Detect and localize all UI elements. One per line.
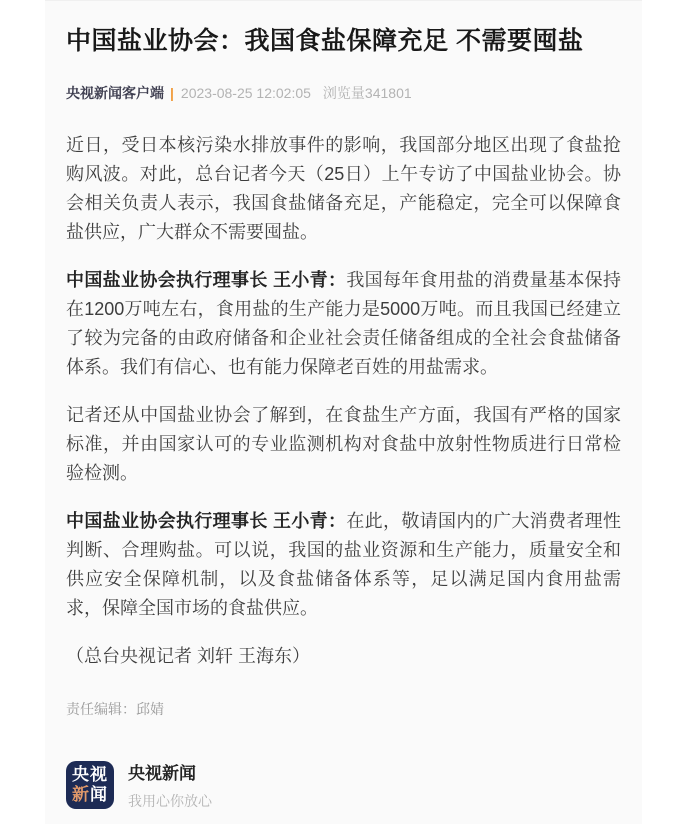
article-card — [45, 0, 642, 824]
paragraph-text: （总台央视记者 刘轩 王海东） — [66, 645, 311, 666]
logo-row1: 央视 — [72, 764, 108, 784]
page-title: 中国盐业协会：我国食盐保障充足 不需要囤盐 — [66, 27, 584, 55]
article-paragraph — [66, 401, 621, 488]
article-paragraph — [66, 131, 621, 247]
paragraph-text: 在此，敬请国内的广大消费者理性判断、合理购盐。可以说，我国的盐业资源和生产能力，质量安全和供应安全保障机制，以及食盐储备体系等，足以满足国内食用盐需求，保障全国市场的食盐供应。 — [66, 510, 622, 618]
logo-accent-char: 新 — [72, 784, 90, 804]
editor-credit: 责任编辑：邱婧 — [66, 700, 164, 717]
reporter-credit — [66, 642, 621, 671]
paragraph-lead: 中国盐业协会执行理事长 王小青： — [66, 510, 347, 531]
brand-name: 央视新闻 — [128, 763, 196, 783]
article-meta — [66, 83, 621, 103]
brand-tagline: 我用心你放心 — [128, 792, 212, 809]
paragraph-text: 我国每年食用盐的消费量基本保持在1200万吨左右，食用盐的生产能力是5000万吨。而且我国已经建立了较为完备的由政府储备和企业社会责任储备组成的全社会食盐储备体系。我们有信心、也有能力保障老百姓的用盐需求。 — [66, 269, 622, 377]
paragraph-lead: 中国盐业协会执行理事长 王小青： — [66, 269, 347, 290]
article-paragraph — [66, 507, 621, 623]
publish-datetime: 2023-08-25 12:02:05 — [180, 84, 311, 101]
view-count: 浏览量341801 — [322, 84, 412, 101]
paragraph-text: 近日，受日本核污染水排放事件的影响，我国部分地区出现了食盐抢购风波。对此，总台记者今天（25日）上午专访了中国盐业协会。协会相关负责人表示，我国食盐储备充足，产能稳定，完全可以保障食盐供应，广大群众不需要囤盐。 — [66, 134, 621, 242]
cctv-news-logo-icon — [66, 761, 114, 809]
paragraph-text: 记者还从中国盐业协会了解到，在食盐生产方面，我国有严格的国家标准，并由国家认可的专业监测机构对食盐中放射性物质进行日常检验检测。 — [66, 404, 621, 483]
source-label: 央视新闻客户端 — [66, 84, 164, 101]
article-paragraph — [66, 266, 621, 382]
article-body — [66, 131, 621, 671]
logo-rest-char: 闻 — [90, 784, 108, 804]
footer-brand-link[interactable] — [66, 759, 621, 811]
brand-text — [128, 759, 212, 811]
meta-separator: | — [170, 84, 174, 101]
logo-row2 — [72, 785, 108, 805]
